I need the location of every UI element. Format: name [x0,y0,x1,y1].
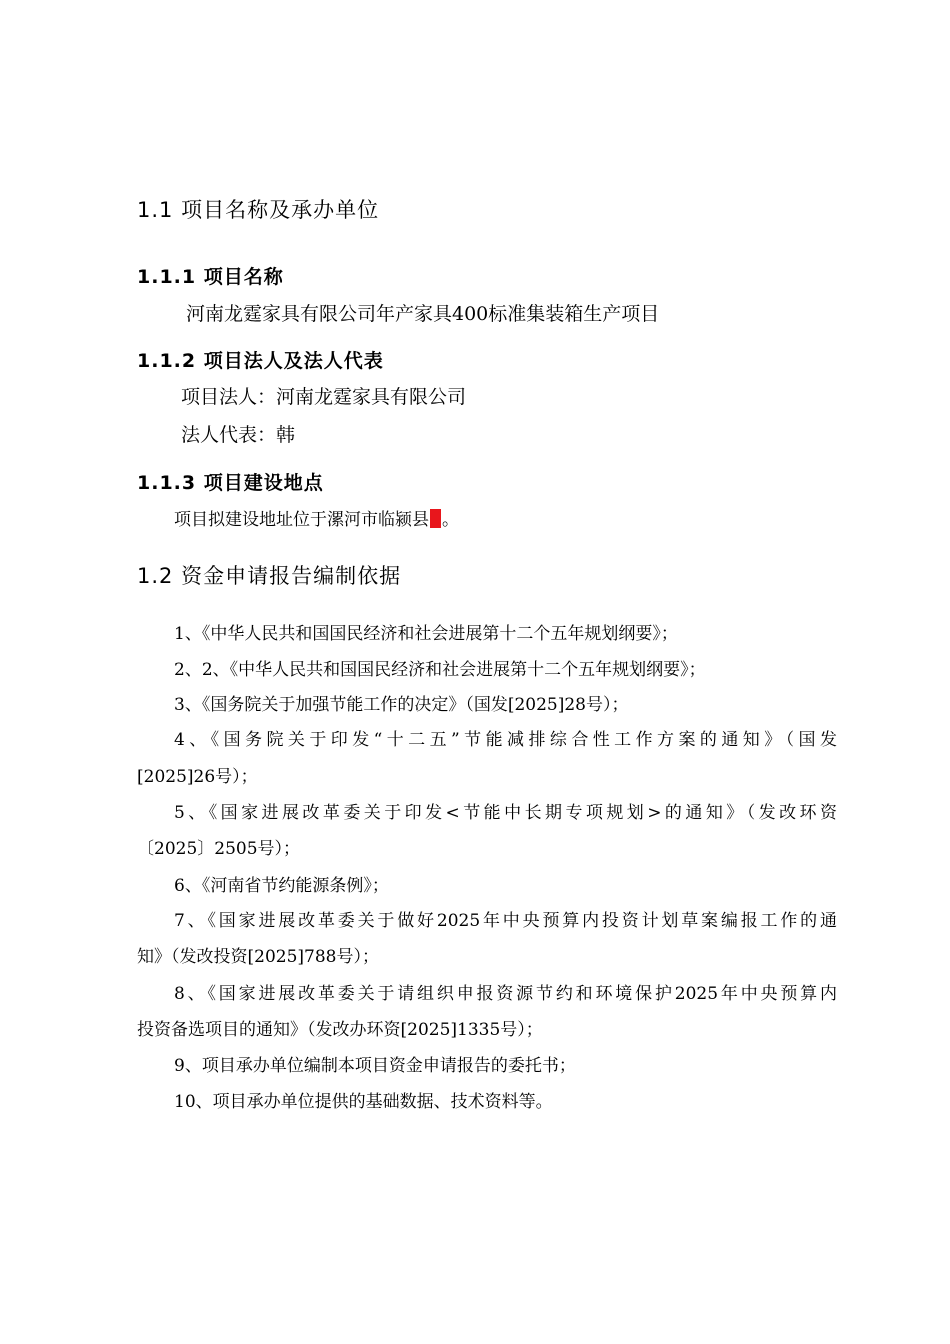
subsection-heading-1-1-2: 1.1.2 项目法人及法人代表 [137,350,384,372]
legal-representative-text: 法人代表：韩 [181,424,296,446]
section-heading-1-2: 1.2 资金申请报告编制依据 [137,564,402,588]
project-name-text: 河南龙霆家具有限公司年产家具400标准集装箱生产项目 [186,303,660,325]
basis-item-6: 6、《河南省节约能源条例》； [174,876,389,896]
basis-item-8: 8、《国家进展改革委关于请组织申报资源节约和环境保护2025年中央预算内 [174,984,837,1004]
basis-item-7-cont: 知》（发改投资[2025]788号）； [137,947,379,967]
project-location-text [174,505,459,530]
basis-item-5: 5、《国家进展改革委关于印发<节能中长期专项规划>的通知》（发改环资 [174,803,837,823]
basis-item-1: 1、《中华人民共和国国民经济和社会进展第十二个五年规划纲要》； [174,624,678,644]
subsection-heading-1-1-1: 1.1.1 项目名称 [137,266,284,288]
basis-item-9: 9、项目承办单位编制本项目资金申请报告的委托书； [174,1056,576,1076]
section-heading-1-1: 1.1 项目名称及承办单位 [137,198,380,222]
basis-item-2: 2、2、《中华人民共和国国民经济和社会进展第十二个五年规划纲要》； [174,660,706,680]
basis-item-7: 7、《国家进展改革委关于做好2025年中央预算内投资计划草案编报工作的通 [174,911,837,931]
project-location-suffix: 。 [442,510,459,530]
basis-item-4-cont: [2025]26号）； [137,767,258,787]
basis-item-8-cont: 投资备选项目的通知》（发改办环资[2025]1335号）； [137,1020,543,1040]
basis-item-10: 10、项目承办单位提供的基础数据、技术资料等。 [174,1092,553,1112]
basis-item-5-cont: 〔2025〕2505号）； [137,839,301,859]
project-legal-entity-text: 项目法人：河南龙霆家具有限公司 [181,386,467,408]
basis-item-4: 4、《国务院关于印发“十二五”节能减排综合性工作方案的通知》（国发 [174,730,837,750]
subsection-heading-1-1-3: 1.1.3 项目建设地点 [137,472,324,494]
basis-item-3: 3、《国务院关于加强节能工作的决定》（国发[2025]28号）； [174,695,629,715]
project-location-prefix: 项目拟建设地址位于漯河市临颍县 [174,510,429,530]
redaction-mark [430,509,441,528]
